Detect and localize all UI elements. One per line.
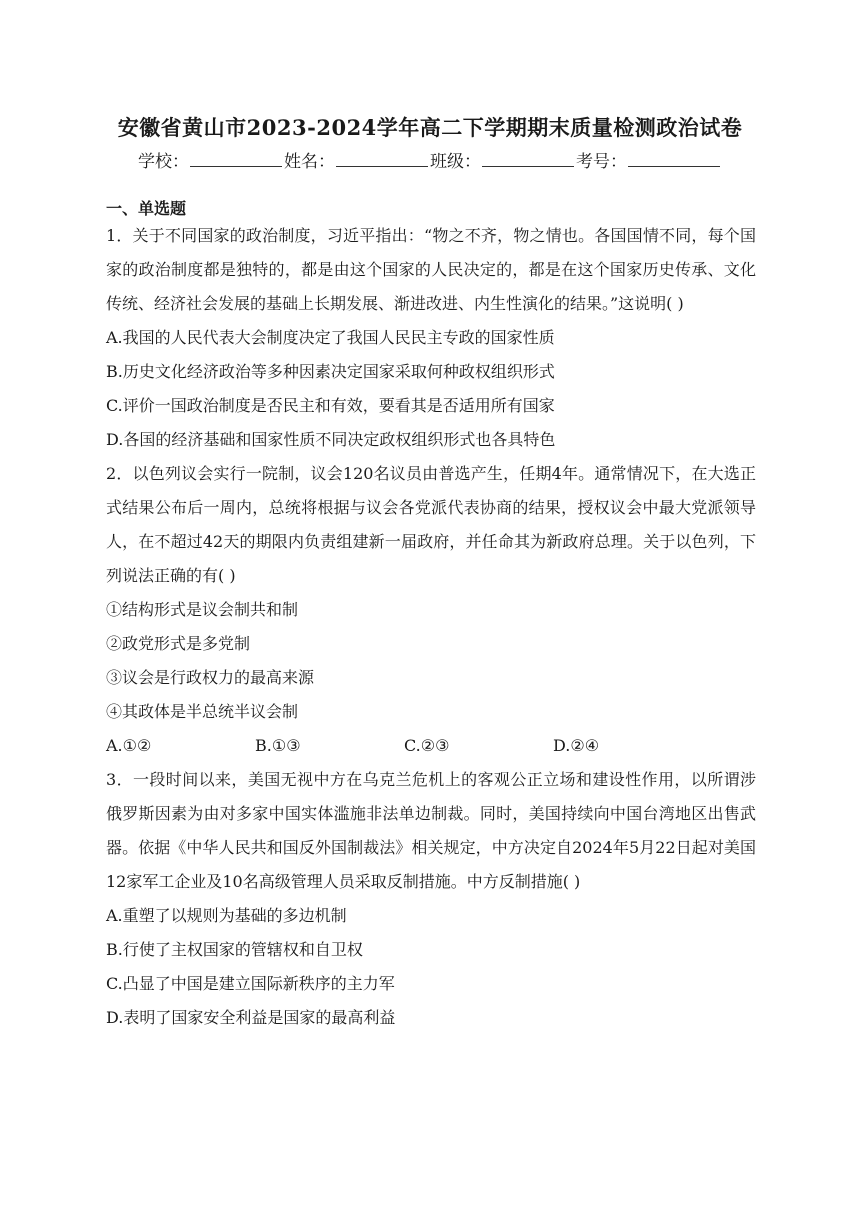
question-2-stem: 2．以色列议会实行一院制，议会120名议员由普选产生，任期4年。通常情况下，在大选正式结果公布后一周内，总统将根据与议会各党派代表协商的结果，授权议会中最大党派领导人，在不超过42天的期限内负责组建新一届政府，并任命其为新政府总理。关于以色列，下列说法正确的有( ) <box>106 464 756 585</box>
question-2-statement-2: ②政党形式是多党制 <box>106 634 251 653</box>
questions-area <box>106 219 756 1035</box>
question-2-options <box>106 729 756 763</box>
question-1-option-d: D.各国的经济基础和国家性质不同决定政权组织形式也各具特色 <box>106 430 556 449</box>
school-label: 学校： <box>138 152 189 172</box>
question-2-option-a: A.①② <box>106 736 152 755</box>
question-2-statement-3: ③议会是行政权力的最高来源 <box>106 668 315 687</box>
id-label: 考号： <box>576 152 627 172</box>
name-blank <box>336 152 428 167</box>
section-heading: 一、单选题 <box>106 199 187 218</box>
question-1-option-c: C.评价一国政治制度是否民主和有效，要看其是否适用所有国家 <box>106 396 555 415</box>
question-3-option-c: C.凸显了中国是建立国际新秩序的主力军 <box>106 974 395 993</box>
class-label: 班级： <box>430 152 481 172</box>
student-info-line <box>0 147 860 172</box>
question-1-option-b: B.历史文化经济政治等多种因素决定国家采取何种政权组织形式 <box>106 362 555 381</box>
question-1-stem: 1．关于不同国家的政治制度，习近平指出：“物之不齐，物之情也。各国国情不同，每个国家的政治制度都是独特的，都是由这个国家的人民决定的，都是在这个国家历史传承、文化传统、经济社会发展的基础上长期发展、渐进改进、内生性演化的结果。”这说明( ) <box>106 226 756 313</box>
question-3-option-b: B.行使了主权国家的管辖权和自卫权 <box>106 940 363 959</box>
school-blank <box>190 152 282 167</box>
class-blank <box>482 152 574 167</box>
question-2-option-d: D.②④ <box>553 736 600 755</box>
question-3-option-d: D.表明了国家安全利益是国家的最高利益 <box>106 1008 396 1027</box>
question-2-option-b: B.①③ <box>255 736 301 755</box>
question-2-option-c: C.②③ <box>404 736 450 755</box>
question-1-option-a: A.我国的人民代表大会制度决定了我国人民民主专政的国家性质 <box>106 328 555 347</box>
exam-title: 安徽省黄山市2023-2024学年高二下学期期末质量检测政治试卷 <box>117 115 743 140</box>
name-label: 姓名： <box>284 152 335 172</box>
question-3-option-a: A.重塑了以规则为基础的多边机制 <box>106 906 347 925</box>
question-2-statement-4: ④其政体是半总统半议会制 <box>106 702 299 721</box>
question-2-statement-1: ①结构形式是议会制共和制 <box>106 600 299 619</box>
question-3-stem: 3．一段时间以来，美国无视中方在乌克兰危机上的客观公正立场和建设性作用，以所谓涉俄罗斯因素为由对多家中国实体滥施非法单边制裁。同时，美国持续向中国台湾地区出售武器。依据《中华人民共和国反外国制裁法》相关规定，中方决定自2024年5月22日起对美国12家军工企业及10名高级管理人员采取反制措施。中方反制措施( ) <box>106 770 756 891</box>
id-blank <box>628 152 720 167</box>
